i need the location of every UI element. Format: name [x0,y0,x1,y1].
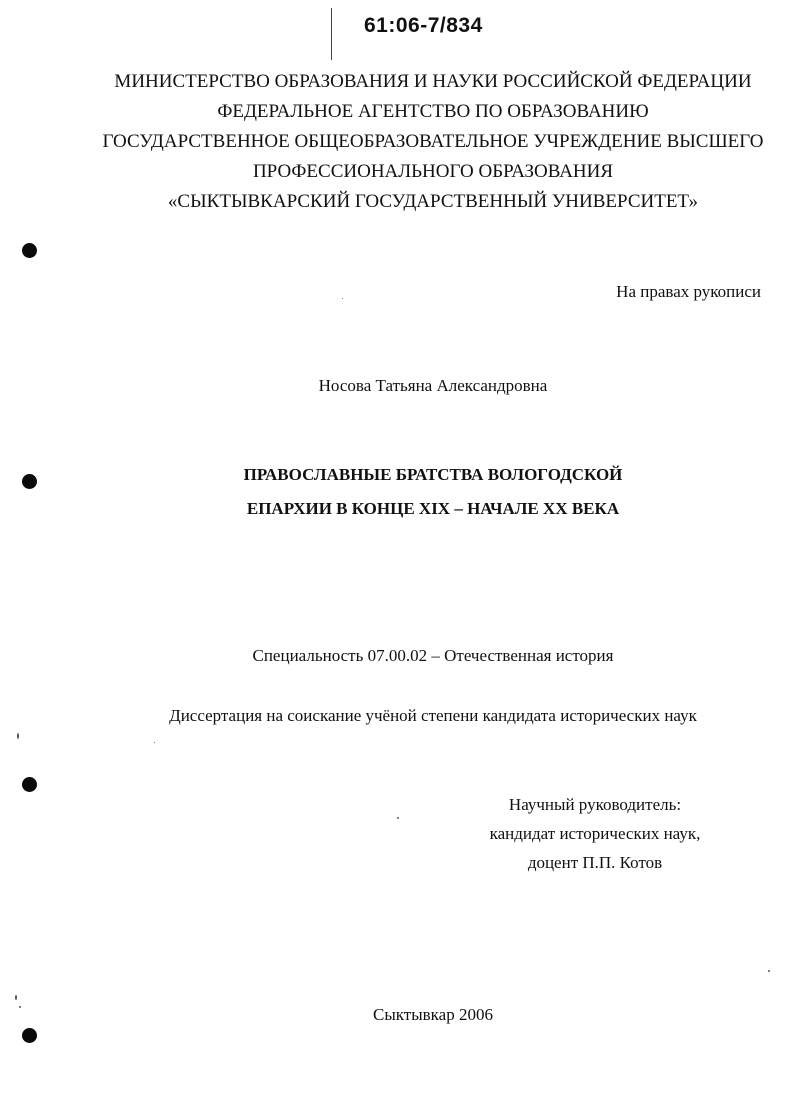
header-line-ministry: МИНИСТЕРСТВО ОБРАЗОВАНИЯ И НАУКИ РОССИЙСКОЙ ФЕДЕРАЦИИ [114,71,752,92]
degree-line: Диссертация на соискание учёной степени кандидата исторических наук [169,706,697,725]
scan-speck [19,1006,21,1008]
scan-speck [17,733,19,739]
institution-header [0,67,792,217]
advisor-heading: Научный руководитель: [508,795,682,814]
header-line-agency: ФЕДЕРАЛЬНОЕ АГЕНТСТВО ПО ОБРАЗОВАНИЮ [217,101,649,122]
punch-hole-icon [22,243,37,258]
header-line-education: ПРОФЕССИОНАЛЬНОГО ОБРАЗОВАНИЯ [252,161,614,182]
advisor-degree: кандидат исторических наук, [489,824,701,843]
archive-stamp-code: 61:06-7/834 [364,14,483,37]
dissertation-title [0,458,792,526]
scan-speck [15,995,17,1000]
specialty-line: Специальность 07.00.02 – Отечественная история [252,646,614,665]
scan-speck [397,817,399,819]
scan-speck [768,970,770,972]
scan-speck [342,298,343,299]
punch-hole-icon [22,474,37,489]
title-line-1: ПРАВОСЛАВНЫЕ БРАТСТВА ВОЛОГОДСКОЙ [243,465,623,484]
title-line-2: ЕПАРХИИ В КОНЦЕ XIX – НАЧАЛЕ XX ВЕКА [246,499,620,518]
scientific-advisor [470,790,720,877]
header-line-university: «СЫКТЫВКАРСКИЙ ГОСУДАРСТВЕННЫЙ УНИВЕРСИТЕТ» [167,191,699,212]
advisor-name: доцент П.П. Котов [527,853,663,872]
punch-hole-icon [22,777,37,792]
punch-hole-icon [22,1028,37,1043]
author-name: Носова Татьяна Александровна [318,376,548,395]
header-line-institution: ГОСУДАРСТВЕННОЕ ОБЩЕОБРАЗОВАТЕЛЬНОЕ УЧРЕЖДЕНИЕ ВЫСШЕГО [102,131,764,152]
stamp-rule [331,8,332,60]
scan-speck [154,742,155,743]
city-year: Сыктывкар 2006 [373,1005,493,1024]
manuscript-note: На правах рукописи [616,282,761,301]
